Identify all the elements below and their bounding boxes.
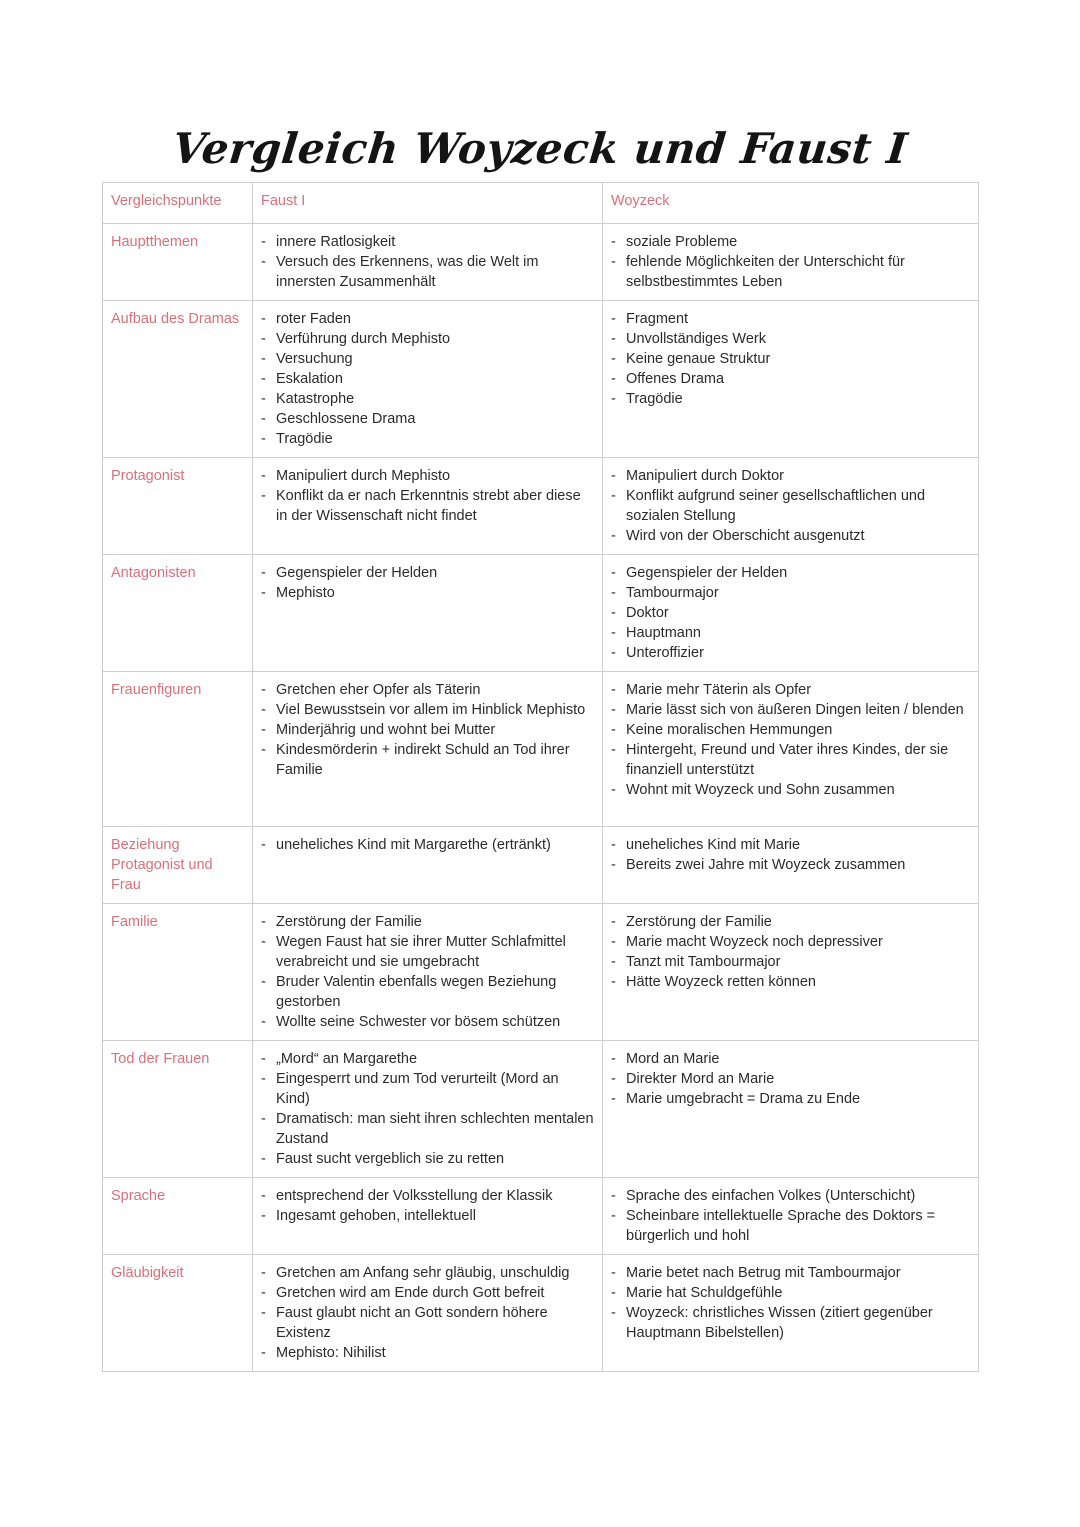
list-item: - Hauptmann bbox=[611, 623, 970, 643]
list-item: - Konflikt aufgrund seiner gesellschaftlichen und sozialen Stellung bbox=[611, 486, 970, 526]
list-item: - Minderjährig und wohnt bei Mutter bbox=[261, 720, 594, 740]
list-item: - Geschlossene Drama bbox=[261, 409, 594, 429]
list-item: - Wollte seine Schwester vor bösem schützen bbox=[261, 1012, 594, 1032]
table-row bbox=[103, 1178, 979, 1255]
list-item: - Tambourmajor bbox=[611, 583, 970, 603]
table-row bbox=[103, 458, 979, 555]
list-item: - Keine genaue Struktur bbox=[611, 349, 970, 369]
row-criterion: Beziehung Protagonist und Frau bbox=[103, 827, 253, 904]
woyzeck-point-list bbox=[611, 1049, 970, 1109]
list-item: - Wegen Faust hat sie ihrer Mutter Schlafmittel verabreicht und sie umgebracht bbox=[261, 932, 594, 972]
list-item: - Marie macht Woyzeck noch depressiver bbox=[611, 932, 970, 952]
table-row bbox=[103, 904, 979, 1041]
list-item: - Faust glaubt nicht an Gott sondern höhere Existenz bbox=[261, 1303, 594, 1343]
faust-point-list bbox=[261, 232, 594, 292]
list-item: - Verführung durch Mephisto bbox=[261, 329, 594, 349]
list-item: - innere Ratlosigkeit bbox=[261, 232, 594, 252]
list-item: - Gretchen wird am Ende durch Gott befreit bbox=[261, 1283, 594, 1303]
list-item: - Tanzt mit Tambourmajor bbox=[611, 952, 970, 972]
cell-faust bbox=[253, 904, 603, 1041]
cell-faust bbox=[253, 301, 603, 458]
list-item: - Zerstörung der Familie bbox=[611, 912, 970, 932]
list-item: - fehlende Möglichkeiten der Unterschicht für selbstbestimmtes Leben bbox=[611, 252, 970, 292]
list-item: - Mephisto: Nihilist bbox=[261, 1343, 594, 1363]
woyzeck-point-list bbox=[611, 912, 970, 992]
cell-woyzeck bbox=[603, 1041, 979, 1178]
list-item: - Unteroffizier bbox=[611, 643, 970, 663]
woyzeck-point-list bbox=[611, 1186, 970, 1246]
cell-faust bbox=[253, 672, 603, 827]
list-item: - Wird von der Oberschicht ausgenutzt bbox=[611, 526, 970, 546]
list-item: - roter Faden bbox=[261, 309, 594, 329]
cell-woyzeck bbox=[603, 1178, 979, 1255]
row-criterion: Tod der Frauen bbox=[103, 1041, 253, 1178]
row-criterion: Frauenfiguren bbox=[103, 672, 253, 827]
list-item: - Keine moralischen Hemmungen bbox=[611, 720, 970, 740]
list-item: - Wohnt mit Woyzeck und Sohn zusammen bbox=[611, 780, 970, 800]
list-item: - Eingesperrt und zum Tod verurteilt (Mord an Kind) bbox=[261, 1069, 594, 1109]
row-criterion: Sprache bbox=[103, 1178, 253, 1255]
list-item: - Kindesmörderin + indirekt Schuld an Tod ihrer Familie bbox=[261, 740, 594, 780]
list-item: - Woyzeck: christliches Wissen (zitiert gegenüber Hauptmann Bibelstellen) bbox=[611, 1303, 970, 1343]
list-item: - Tragödie bbox=[611, 389, 970, 409]
woyzeck-point-list bbox=[611, 835, 970, 875]
list-item: - uneheliches Kind mit Margarethe (ertränkt) bbox=[261, 835, 594, 855]
cell-faust bbox=[253, 555, 603, 672]
list-item: - Bereits zwei Jahre mit Woyzeck zusammen bbox=[611, 855, 970, 875]
cell-woyzeck bbox=[603, 301, 979, 458]
row-criterion: Aufbau des Dramas bbox=[103, 301, 253, 458]
table-row bbox=[103, 827, 979, 904]
header-faust: Faust I bbox=[253, 183, 603, 224]
list-item: - Eskalation bbox=[261, 369, 594, 389]
list-item: - soziale Probleme bbox=[611, 232, 970, 252]
woyzeck-point-list bbox=[611, 680, 970, 800]
cell-woyzeck bbox=[603, 1255, 979, 1372]
list-item: - Hätte Woyzeck retten können bbox=[611, 972, 970, 992]
woyzeck-point-list bbox=[611, 232, 970, 292]
table-header-row bbox=[103, 183, 979, 224]
list-item: - uneheliches Kind mit Marie bbox=[611, 835, 970, 855]
list-item: - Manipuliert durch Mephisto bbox=[261, 466, 594, 486]
list-item: - Zerstörung der Familie bbox=[261, 912, 594, 932]
list-item: - Marie lässt sich von äußeren Dingen leiten / blenden bbox=[611, 700, 970, 720]
list-item: - Unvollständiges Werk bbox=[611, 329, 970, 349]
list-item: - Marie hat Schuldgefühle bbox=[611, 1283, 970, 1303]
faust-point-list bbox=[261, 1263, 594, 1363]
faust-point-list bbox=[261, 563, 594, 603]
list-item: - Fragment bbox=[611, 309, 970, 329]
cell-woyzeck bbox=[603, 458, 979, 555]
list-item: - Scheinbare intellektuelle Sprache des Doktors = bürgerlich und hohl bbox=[611, 1206, 970, 1246]
row-criterion: Familie bbox=[103, 904, 253, 1041]
list-item: - Gretchen am Anfang sehr gläubig, unschuldig bbox=[261, 1263, 594, 1283]
list-item: - Offenes Drama bbox=[611, 369, 970, 389]
cell-woyzeck bbox=[603, 827, 979, 904]
cell-woyzeck bbox=[603, 555, 979, 672]
table-row bbox=[103, 672, 979, 827]
table-row bbox=[103, 555, 979, 672]
list-item: - Versuchung bbox=[261, 349, 594, 369]
list-item: - Gretchen eher Opfer als Täterin bbox=[261, 680, 594, 700]
list-item: - Marie betet nach Betrug mit Tambourmajor bbox=[611, 1263, 970, 1283]
list-item: - Bruder Valentin ebenfalls wegen Beziehung gestorben bbox=[261, 972, 594, 1012]
row-criterion: Hauptthemen bbox=[103, 224, 253, 301]
list-item: - Gegenspieler der Helden bbox=[611, 563, 970, 583]
list-item: - Ingesamt gehoben, intellektuell bbox=[261, 1206, 594, 1226]
list-item: - Hintergeht, Freund und Vater ihres Kindes, der sie finanziell unterstützt bbox=[611, 740, 970, 780]
cell-woyzeck bbox=[603, 672, 979, 827]
faust-point-list bbox=[261, 680, 594, 780]
list-item: - Mephisto bbox=[261, 583, 594, 603]
list-item: - Versuch des Erkennens, was die Welt im innersten Zusammenhält bbox=[261, 252, 594, 292]
woyzeck-point-list bbox=[611, 1263, 970, 1343]
list-item: - Faust sucht vergeblich sie zu retten bbox=[261, 1149, 594, 1169]
faust-point-list bbox=[261, 1186, 594, 1226]
woyzeck-point-list bbox=[611, 563, 970, 663]
cell-faust bbox=[253, 1178, 603, 1255]
list-item: - Viel Bewusstsein vor allem im Hinblick Mephisto bbox=[261, 700, 594, 720]
page-title: Vergleich Woyzeck und Faust I bbox=[170, 124, 910, 174]
row-criterion: Gläubigkeit bbox=[103, 1255, 253, 1372]
cell-faust bbox=[253, 1041, 603, 1178]
table-row bbox=[103, 1041, 979, 1178]
faust-point-list bbox=[261, 309, 594, 449]
list-item: - Direkter Mord an Marie bbox=[611, 1069, 970, 1089]
list-item: - Marie umgebracht = Drama zu Ende bbox=[611, 1089, 970, 1109]
list-item: - Sprache des einfachen Volkes (Unterschicht) bbox=[611, 1186, 970, 1206]
comparison-table bbox=[102, 182, 979, 1372]
table-body bbox=[103, 224, 979, 1372]
list-item: - Gegenspieler der Helden bbox=[261, 563, 594, 583]
list-item: - Doktor bbox=[611, 603, 970, 623]
list-item: - Dramatisch: man sieht ihren schlechten mentalen Zustand bbox=[261, 1109, 594, 1149]
header-criteria: Vergleichspunkte bbox=[103, 183, 253, 224]
cell-faust bbox=[253, 827, 603, 904]
faust-point-list bbox=[261, 466, 594, 526]
list-item: - entsprechend der Volksstellung der Klassik bbox=[261, 1186, 594, 1206]
list-item: - Mord an Marie bbox=[611, 1049, 970, 1069]
faust-point-list bbox=[261, 912, 594, 1032]
cell-faust bbox=[253, 224, 603, 301]
list-item: - Tragödie bbox=[261, 429, 594, 449]
row-criterion: Protagonist bbox=[103, 458, 253, 555]
table-row bbox=[103, 224, 979, 301]
cell-woyzeck bbox=[603, 904, 979, 1041]
list-item: - Katastrophe bbox=[261, 389, 594, 409]
woyzeck-point-list bbox=[611, 466, 970, 546]
cell-faust bbox=[253, 458, 603, 555]
list-item: - Konflikt da er nach Erkenntnis strebt aber diese in der Wissenschaft nicht findet bbox=[261, 486, 594, 526]
table-row bbox=[103, 1255, 979, 1372]
faust-point-list bbox=[261, 835, 594, 855]
list-item: - Manipuliert durch Doktor bbox=[611, 466, 970, 486]
list-item: - „Mord“ an Margarethe bbox=[261, 1049, 594, 1069]
cell-woyzeck bbox=[603, 224, 979, 301]
list-item: - Marie mehr Täterin als Opfer bbox=[611, 680, 970, 700]
row-criterion: Antagonisten bbox=[103, 555, 253, 672]
table-row bbox=[103, 301, 979, 458]
woyzeck-point-list bbox=[611, 309, 970, 409]
cell-faust bbox=[253, 1255, 603, 1372]
header-woyzeck: Woyzeck bbox=[603, 183, 979, 224]
faust-point-list bbox=[261, 1049, 594, 1169]
